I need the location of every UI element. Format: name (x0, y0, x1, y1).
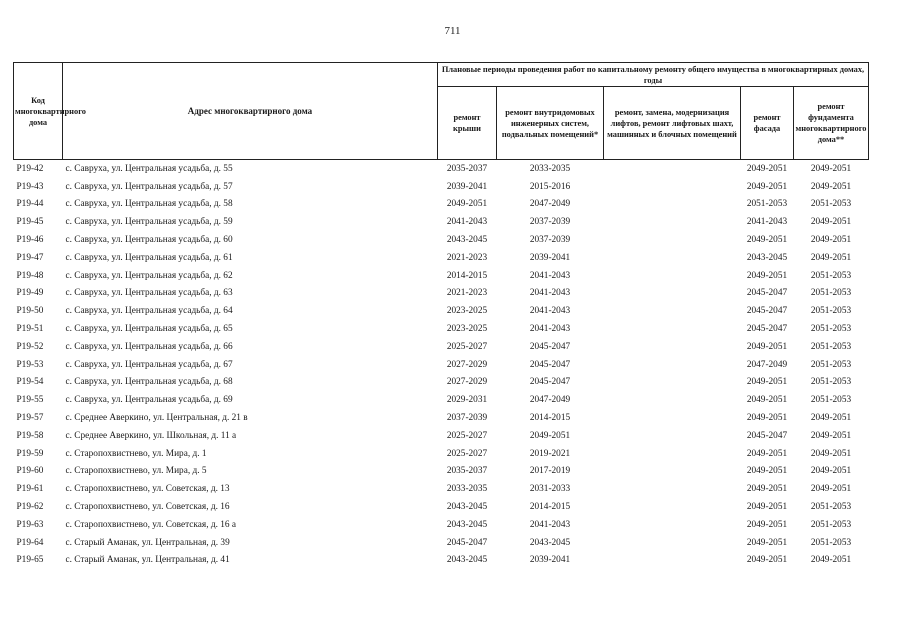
cell-foundation: 2049-2051 (810, 555, 852, 566)
cell-roof: 2029-2031 (446, 395, 488, 406)
table-row (14, 160, 869, 178)
cell-foundation: 2051-2053 (810, 377, 852, 388)
cell-code: P19-42 (16, 163, 44, 174)
cell-code: P19-44 (16, 199, 44, 210)
table-row (14, 409, 869, 427)
cell-code: P19-62 (16, 502, 44, 513)
cell-address: с. Савруха, ул. Центральная усадьба, д. 69 (65, 395, 233, 406)
cell-lifts (604, 498, 741, 516)
cell-foundation: 2049-2051 (810, 448, 852, 459)
cell-address: с. Старопохвистнево, ул. Советская, д. 13 (65, 484, 230, 495)
header-engineering: ремонт внутридомовых инженерных систем, подвальных помещений* (497, 87, 604, 160)
cell-foundation: 2049-2051 (810, 217, 852, 228)
cell-lifts (604, 213, 741, 231)
table-row (14, 213, 869, 231)
cell-engineering: 2043-2045 (529, 537, 571, 548)
cell-lifts (604, 409, 741, 427)
table-row (14, 463, 869, 481)
table-row (14, 534, 869, 552)
header-lifts: ремонт, замена, модернизация лифтов, ремонт лифтовых шахт, машинных и блочных помещений (604, 87, 741, 160)
cell-address: с. Савруха, ул. Центральная усадьба, д. 60 (65, 235, 233, 246)
table-row (14, 249, 869, 267)
cell-facade: 2049-2051 (746, 377, 788, 388)
cell-foundation: 2051-2053 (810, 341, 852, 352)
cell-lifts (604, 320, 741, 338)
cell-facade: 2049-2051 (746, 341, 788, 352)
cell-facade: 2049-2051 (746, 502, 788, 513)
table-body (14, 160, 869, 570)
cell-code: P19-49 (16, 288, 44, 299)
header-address: Адрес многоквартирного дома (63, 63, 438, 160)
cell-lifts (604, 552, 741, 570)
cell-engineering: 2041-2043 (529, 519, 571, 530)
cell-roof: 2021-2023 (446, 252, 488, 263)
cell-code: P19-61 (16, 484, 44, 495)
cell-lifts (604, 391, 741, 409)
cell-lifts (604, 231, 741, 249)
cell-foundation: 2049-2051 (810, 430, 852, 441)
cell-engineering: 2041-2043 (529, 306, 571, 317)
cell-engineering: 2039-2041 (529, 252, 571, 263)
table-row (14, 196, 869, 214)
table-row (14, 356, 869, 374)
table-row (14, 285, 869, 303)
cell-foundation: 2051-2053 (810, 537, 852, 548)
cell-roof: 2025-2027 (446, 341, 488, 352)
cell-code: P19-65 (16, 555, 44, 566)
cell-facade: 2049-2051 (746, 555, 788, 566)
cell-code: P19-57 (16, 413, 44, 424)
cell-lifts (604, 285, 741, 303)
table-row (14, 178, 869, 196)
cell-facade: 2049-2051 (746, 537, 788, 548)
cell-foundation: 2049-2051 (810, 466, 852, 477)
cell-foundation: 2049-2051 (810, 181, 852, 192)
cell-code: P19-64 (16, 537, 44, 548)
cell-roof: 2045-2047 (446, 537, 488, 548)
cell-roof: 2025-2027 (446, 448, 488, 459)
table-row (14, 552, 869, 570)
cell-lifts (604, 534, 741, 552)
cell-address: с. Старопохвистнево, ул. Советская, д. 16 (65, 502, 230, 513)
cell-facade: 2049-2051 (746, 181, 788, 192)
cell-address: с. Савруха, ул. Центральная усадьба, д. 63 (65, 288, 233, 299)
cell-roof: 2039-2041 (446, 181, 488, 192)
cell-lifts (604, 249, 741, 267)
cell-address: с. Старопохвистнево, ул. Мира, д. 1 (65, 448, 207, 459)
cell-lifts (604, 302, 741, 320)
cell-facade: 2051-2053 (746, 199, 788, 210)
cell-engineering: 2047-2049 (529, 199, 571, 210)
table-row (14, 516, 869, 534)
cell-lifts (604, 374, 741, 392)
table-header (14, 63, 869, 160)
table-row (14, 480, 869, 498)
cell-roof: 2049-2051 (446, 199, 488, 210)
cell-address: с. Савруха, ул. Центральная усадьба, д. 62 (65, 270, 233, 281)
cell-foundation: 2051-2053 (810, 270, 852, 281)
cell-code: P19-55 (16, 395, 44, 406)
cell-code: P19-51 (16, 324, 44, 335)
cell-roof: 2023-2025 (446, 324, 488, 335)
cell-facade: 2049-2051 (746, 395, 788, 406)
cell-address: с. Савруха, ул. Центральная усадьба, д. 59 (65, 217, 233, 228)
cell-roof: 2035-2037 (446, 466, 488, 477)
cell-facade: 2049-2051 (746, 270, 788, 281)
cell-engineering: 2014-2015 (529, 502, 571, 513)
cell-address: с. Старопохвистнево, ул. Советская, д. 16 а (65, 519, 236, 530)
cell-code: P19-63 (16, 519, 44, 530)
cell-engineering: 2014-2015 (529, 413, 571, 424)
table-row (14, 231, 869, 249)
cell-engineering: 2015-2016 (529, 181, 571, 192)
table-row (14, 445, 869, 463)
cell-roof: 2014-2015 (446, 270, 488, 281)
cell-facade: 2045-2047 (746, 288, 788, 299)
cell-code: P19-53 (16, 359, 44, 370)
cell-engineering: 2047-2049 (529, 395, 571, 406)
cell-address: с. Среднее Аверкино, ул. Центральная, д. 21 в (65, 413, 248, 424)
table-row (14, 391, 869, 409)
cell-roof: 2027-2029 (446, 359, 488, 370)
cell-address: с. Старый Аманак, ул. Центральная, д. 41 (65, 555, 230, 566)
cell-address: с. Старый Аманак, ул. Центральная, д. 39 (65, 537, 230, 548)
cell-foundation: 2049-2051 (810, 163, 852, 174)
cell-lifts (604, 480, 741, 498)
cell-lifts (604, 516, 741, 534)
table-row (14, 320, 869, 338)
cell-address: с. Савруха, ул. Центральная усадьба, д. 66 (65, 341, 233, 352)
header-facade: ремонт фасада (741, 87, 794, 160)
cell-code: P19-54 (16, 377, 44, 388)
cell-lifts (604, 356, 741, 374)
cell-facade: 2045-2047 (746, 306, 788, 317)
table-row (14, 498, 869, 516)
cell-code: P19-52 (16, 341, 44, 352)
cell-engineering: 2037-2039 (529, 235, 571, 246)
cell-facade: 2049-2051 (746, 413, 788, 424)
cell-code: P19-59 (16, 448, 44, 459)
cell-engineering: 2041-2043 (529, 288, 571, 299)
cell-roof: 2021-2023 (446, 288, 488, 299)
cell-facade: 2049-2051 (746, 484, 788, 495)
table-row (14, 267, 869, 285)
cell-address: с. Савруха, ул. Центральная усадьба, д. 67 (65, 359, 233, 370)
cell-roof: 2043-2045 (446, 519, 488, 530)
cell-facade: 2041-2043 (746, 217, 788, 228)
cell-engineering: 2045-2047 (529, 377, 571, 388)
cell-roof: 2035-2037 (446, 163, 488, 174)
cell-lifts (604, 267, 741, 285)
cell-foundation: 2049-2051 (810, 413, 852, 424)
page-number: 711 (444, 25, 461, 37)
cell-roof: 2023-2025 (446, 306, 488, 317)
cell-lifts (604, 427, 741, 445)
cell-address: с. Среднее Аверкино, ул. Школьная, д. 11 а (65, 430, 237, 441)
cell-engineering: 2045-2047 (529, 359, 571, 370)
table-row (14, 374, 869, 392)
cell-roof: 2033-2035 (446, 484, 488, 495)
cell-address: с. Савруха, ул. Центральная усадьба, д. 64 (65, 306, 233, 317)
cell-lifts (604, 178, 741, 196)
cell-roof: 2027-2029 (446, 377, 488, 388)
cell-foundation: 2051-2053 (810, 519, 852, 530)
header-foundation: ремонт фундамента многоквартирного дома** (794, 87, 869, 160)
cell-roof: 2041-2043 (446, 217, 488, 228)
cell-roof: 2043-2045 (446, 555, 488, 566)
cell-foundation: 2049-2051 (810, 235, 852, 246)
cell-foundation: 2051-2053 (810, 306, 852, 317)
cell-engineering: 2017-2019 (529, 466, 571, 477)
cell-roof: 2043-2045 (446, 502, 488, 513)
cell-code: P19-46 (16, 235, 44, 246)
cell-engineering: 2045-2047 (529, 341, 571, 352)
cell-lifts (604, 445, 741, 463)
cell-foundation: 2051-2053 (810, 359, 852, 370)
cell-code: P19-50 (16, 306, 44, 317)
cell-engineering: 2019-2021 (529, 448, 571, 459)
cell-engineering: 2049-2051 (529, 430, 571, 441)
cell-facade: 2049-2051 (746, 466, 788, 477)
table-row (14, 338, 869, 356)
cell-engineering: 2041-2043 (529, 324, 571, 335)
cell-engineering: 2041-2043 (529, 270, 571, 281)
cell-address: с. Савруха, ул. Центральная усадьба, д. 58 (65, 199, 233, 210)
cell-roof: 2043-2045 (446, 235, 488, 246)
cell-lifts (604, 338, 741, 356)
cell-foundation: 2051-2053 (810, 288, 852, 299)
cell-lifts (604, 463, 741, 481)
cell-foundation: 2051-2053 (810, 324, 852, 335)
cell-facade: 2047-2049 (746, 359, 788, 370)
cell-engineering: 2037-2039 (529, 217, 571, 228)
cell-facade: 2045-2047 (746, 430, 788, 441)
cell-address: с. Савруха, ул. Центральная усадьба, д. 65 (65, 324, 233, 335)
cell-foundation: 2049-2051 (810, 252, 852, 263)
header-roof: ремонт крыши (438, 87, 497, 160)
cell-code: P19-47 (16, 252, 44, 263)
cell-facade: 2043-2045 (746, 252, 788, 263)
cell-code: P19-45 (16, 217, 44, 228)
cell-facade: 2049-2051 (746, 235, 788, 246)
header-code: Код многоквартирного дома (14, 63, 63, 160)
cell-facade: 2049-2051 (746, 448, 788, 459)
cell-code: P19-60 (16, 466, 44, 477)
cell-engineering: 2031-2033 (529, 484, 571, 495)
cell-code: P19-43 (16, 181, 44, 192)
cell-foundation: 2051-2053 (810, 502, 852, 513)
cell-address: с. Старопохвистнево, ул. Мира, д. 5 (65, 466, 207, 477)
cell-facade: 2049-2051 (746, 519, 788, 530)
cell-engineering: 2039-2041 (529, 555, 571, 566)
cell-address: с. Савруха, ул. Центральная усадьба, д. 57 (65, 181, 233, 192)
cell-code: P19-48 (16, 270, 44, 281)
header-periods-group: Плановые периоды проведения работ по капитальному ремонту общего имущества в многоквартирных домах, годы (438, 63, 869, 87)
repair-schedule-table (13, 62, 869, 569)
cell-address: с. Савруха, ул. Центральная усадьба, д. 61 (65, 252, 233, 263)
cell-engineering: 2033-2035 (529, 163, 571, 174)
cell-lifts (604, 160, 741, 178)
cell-code: P19-58 (16, 430, 44, 441)
cell-foundation: 2051-2053 (810, 199, 852, 210)
cell-facade: 2045-2047 (746, 324, 788, 335)
cell-facade: 2049-2051 (746, 163, 788, 174)
table-row (14, 302, 869, 320)
cell-address: с. Савруха, ул. Центральная усадьба, д. 68 (65, 377, 233, 388)
cell-roof: 2025-2027 (446, 430, 488, 441)
table-row (14, 427, 869, 445)
cell-lifts (604, 196, 741, 214)
cell-address: с. Савруха, ул. Центральная усадьба, д. 55 (65, 163, 233, 174)
cell-foundation: 2051-2053 (810, 395, 852, 406)
cell-foundation: 2049-2051 (810, 484, 852, 495)
cell-roof: 2037-2039 (446, 413, 488, 424)
